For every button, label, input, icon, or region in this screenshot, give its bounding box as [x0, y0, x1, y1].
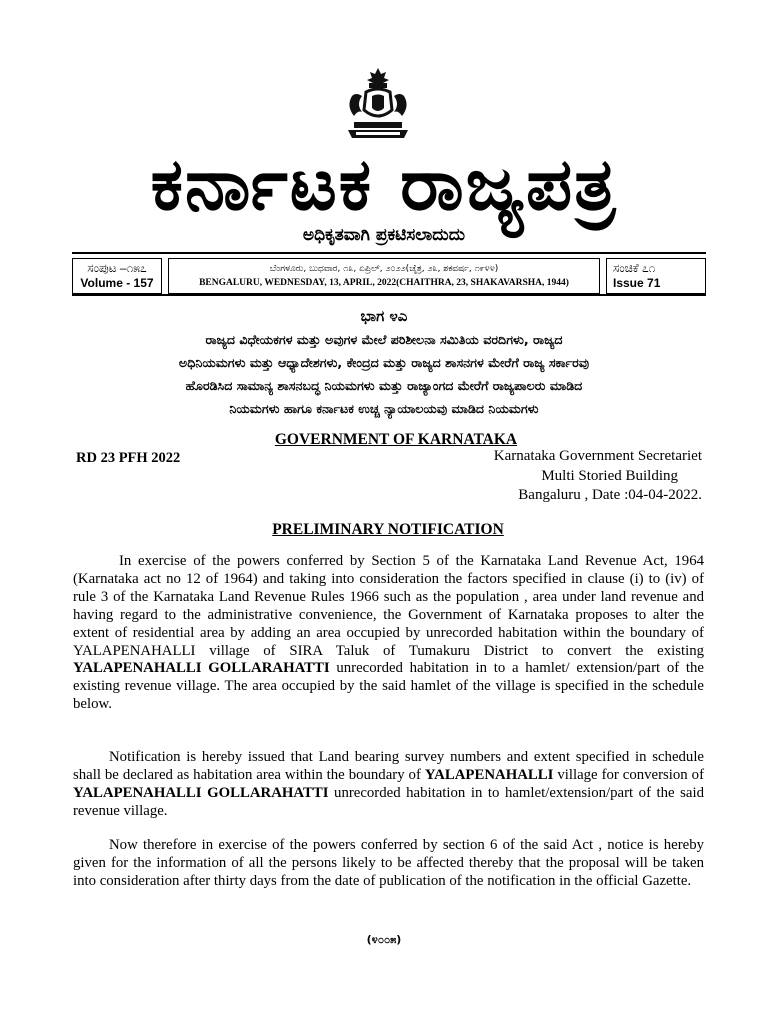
- part-heading: ಭಾಗ ೪ಎ: [360, 307, 408, 325]
- gazette-masthead-title: ಕರ್ನಾಟಕ ರಾಜ್ಯಪತ್ರ: [150, 142, 618, 226]
- notification-paragraph-2: [73, 749, 704, 821]
- issue-kannada: ಸಂಚಿಕೆ ೭೧: [613, 261, 656, 275]
- gazette-info-bar: [72, 252, 706, 296]
- village-name: YALAPENAHALLI: [424, 766, 554, 783]
- date-english: BENGALURU, WEDNESDAY, 13, APRIL, 2022(CHAITHRA, 23, SHAKAVARSHA, 1944): [199, 277, 569, 288]
- issue-box: [606, 258, 706, 294]
- reference-number: RD 23 PFH 2022: [76, 450, 181, 466]
- paragraph-text: In exercise of the powers conferred by Section 5 of the Karnataka Land Revenue Act, 1964 (Karnataka act no 12 of 1964) and taking into consideration the factors specified in clause (i) to (iv) of rule 3 of the Karnataka Land Revenue Rules 1966 such as the population , area under land revenue and having regard to the administrative convenience, the Government of Karnataka proposes to alter the extent of residential area by adding an area occupied by unrecorded habitation within the boundary of YALAPENAHALLI village of SIRA Taluk of Tumakuru District to convert the existing: [73, 553, 704, 659]
- habitation-name: YALAPENAHALLI GOLLARAHATTI: [73, 784, 329, 801]
- page-number: (೪೦೦೫): [366, 933, 402, 946]
- part-description: [96, 328, 672, 420]
- gazette-subtitle: ಅಧಿಕೃತವಾಗಿ ಪ್ರಕಟಿಸಲಾದುದು: [302, 225, 466, 245]
- part-description-line: ಅಧಿನಿಯಮಗಳು ಮತ್ತು ಆಧ್ಯಾದೇಶಗಳು, ಕೇಂದ್ರದ ಮತ್ತು ರಾಜ್ಯದ ಶಾಸನಗಳ ಮೇರೆಗೆ ರಾಜ್ಯ ಸರ್ಕಾರವು: [178, 355, 590, 370]
- paragraph-text: Now therefore in exercise of the powers conferred by section 6 of the said Act , notice is hereby given for the information of all the persons likely to be affected thereby that the proposal will be taken into consideration after thirty days from the date of publication of the notification in the official Gazette.: [73, 837, 704, 889]
- part-description-line: ರಾಜ್ಯದ ವಿಧೇಯಕಗಳ ಮತ್ತು ಅವುಗಳ ಮೇಲೆ ಪರಿಶೀಲನಾ ಸಮಿತಿಯ ವರದಿಗಳು, ರಾಜ್ಯದ: [205, 332, 563, 347]
- state-emblem-icon: [342, 66, 414, 142]
- paragraph-text: Notification is hereby issued that Land bearing survey numbers and extent specified in schedule shall be declared as habitation area within the boundary of: [73, 749, 704, 783]
- notification-title: PRELIMINARY NOTIFICATION: [272, 521, 504, 538]
- notification-paragraph-3: [73, 837, 704, 891]
- volume-kannada: ಸಂಪುಟ –೧೫೭: [87, 261, 147, 275]
- paragraph-text: unrecorded habitation in to hamlet/extension/part of the said revenue village.: [73, 784, 704, 819]
- address-line: Multi Storied Building: [541, 467, 678, 484]
- paragraph-text: unrecorded habitation in to a hamlet/ extension/part of the existing revenue village. The area occupied by the said hamlet of the village is specified in the schedule below.: [73, 660, 704, 713]
- part-description-line: ಹೊರಡಿಸಿದ ಸಾಮಾನ್ಯ ಶಾಸನಬದ್ಧ ನಿಯಮಗಳು ಮತ್ತು ರಾಜ್ಯಾಂಗದ ಮೇರೆಗೆ ರಾಜ್ಯಪಾಲರು ಮಾಡಿದ: [185, 378, 583, 393]
- issue-english: Issue 71: [613, 276, 661, 290]
- address-line: Karnataka Government Secretariet: [493, 448, 702, 464]
- habitation-name: YALAPENAHALLI GOLLARAHATTI: [73, 660, 330, 677]
- notification-paragraph-1: [73, 553, 704, 714]
- government-heading: GOVERNMENT OF KARNATAKA: [274, 431, 518, 448]
- address-date-line: Bangaluru , Date :04-04-2022.: [518, 487, 702, 504]
- volume-english: Volume - 157: [80, 276, 154, 290]
- part-description-line: ನಿಯಮಗಳು ಹಾಗೂ ಕರ್ನಾಟಕ ಉಚ್ಚ ನ್ಯಾಯಾಲಯವು ಮಾಡಿದ ನಿಯಮಗಳು: [229, 401, 539, 416]
- date-box: [168, 258, 600, 294]
- date-kannada: ಬೆಂಗಳೂರು, ಬುಧವಾರ, ೧೩, ಏಪ್ರಿಲ್, ೨೦೨೨(ಚೈತ್ರ, ೨೩, ಶಕವರ್ಷ, ೧೯೪೪): [269, 263, 499, 274]
- office-address: [494, 447, 702, 506]
- volume-box: [72, 258, 162, 294]
- paragraph-text: village for conversion of: [553, 766, 704, 783]
